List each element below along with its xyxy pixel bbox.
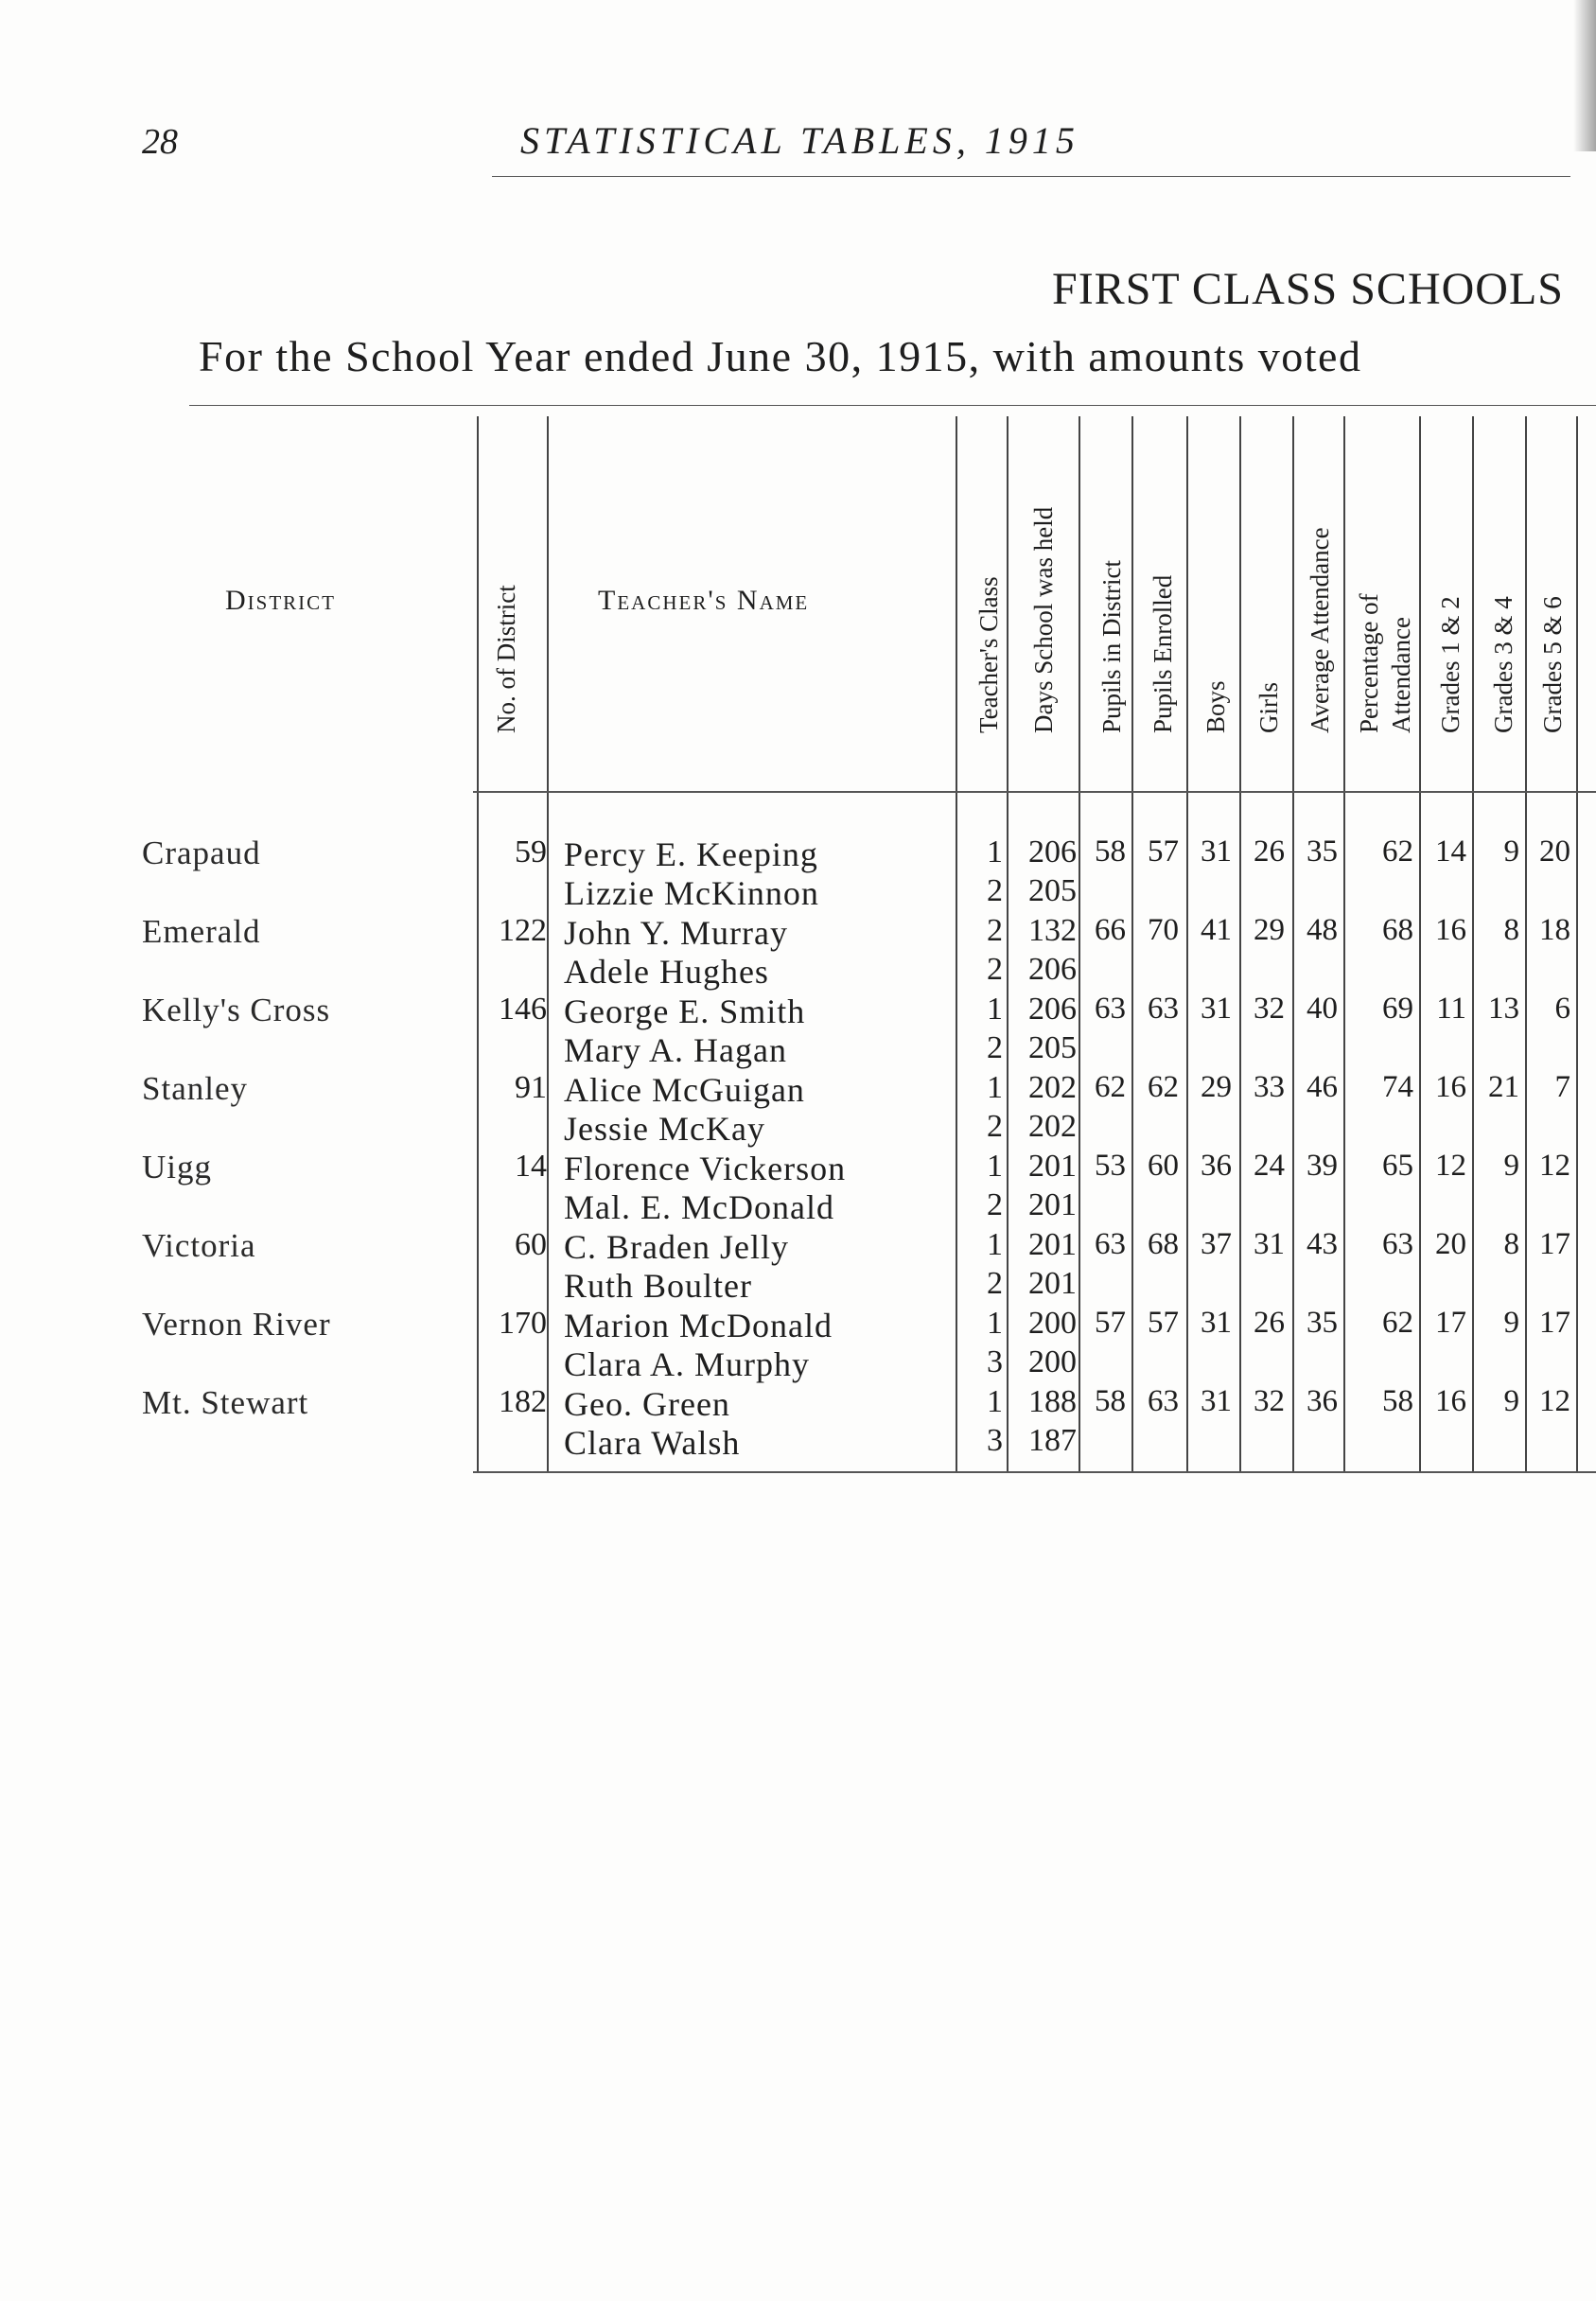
header-bottom-rule — [473, 791, 1596, 793]
teacher-name: George E. Smith — [564, 992, 806, 1030]
pupils-in-district-cell: 58 — [1095, 1384, 1126, 1418]
header-pct-attendance-2: Attendance — [1387, 617, 1415, 733]
header-no-of-district: No. of District — [492, 585, 520, 733]
header-girls: Girls — [1254, 682, 1283, 733]
column-rule — [1186, 416, 1188, 1471]
girls-cell: 29 — [1254, 913, 1285, 947]
days-held: 188 — [1028, 1384, 1077, 1419]
boys-cell: 37 — [1201, 1227, 1232, 1261]
district-name: Uigg — [142, 1149, 212, 1186]
grades-5-6-cell: 20 — [1539, 834, 1570, 869]
teacher-name: Clara A. Murphy — [564, 1345, 810, 1383]
teacher-class: 2 — [987, 1109, 1003, 1144]
grades-5-6-cell: 17 — [1539, 1306, 1570, 1340]
days-held: 201 — [1028, 1266, 1077, 1301]
grades-3-4-cell: 9 — [1503, 1149, 1519, 1183]
column-rule — [1292, 416, 1294, 1471]
header-district: District — [225, 585, 336, 616]
teacher-name: Adele Hughes — [564, 953, 769, 991]
teacher-class: 1 — [987, 1384, 1003, 1419]
header-grades-5-6: Grades 5 & 6 — [1538, 596, 1567, 733]
days-held: 201 — [1028, 1149, 1077, 1184]
grades-1-2-cell: 14 — [1435, 834, 1466, 869]
district-name: Mt. Stewart — [142, 1384, 309, 1421]
title-rule — [189, 405, 1596, 406]
grades-1-2-cell: 16 — [1435, 913, 1466, 947]
grades-1-2-cell: 20 — [1435, 1227, 1466, 1261]
days-held: 202 — [1028, 1070, 1077, 1105]
pupils-enrolled-cell: 68 — [1148, 1227, 1179, 1261]
header-grades-1-2: Grades 1 & 2 — [1436, 596, 1464, 733]
district-name: Vernon River — [142, 1306, 331, 1343]
teacher-class: 2 — [987, 1187, 1003, 1222]
days-held: 200 — [1028, 1306, 1077, 1341]
subtitle: For the School Year ended June 30, 1915, with amounts voted — [199, 332, 1362, 380]
teacher-name: Marion McDonald — [564, 1307, 833, 1344]
avg-attendance-cell: 46 — [1307, 1070, 1338, 1104]
days-held: 206 — [1028, 992, 1077, 1027]
district-name: Kelly's Cross — [142, 992, 331, 1028]
teacher-name: Mary A. Hagan — [564, 1031, 787, 1069]
days-held: 205 — [1028, 1030, 1077, 1065]
teacher-class: 1 — [987, 992, 1003, 1027]
district-number: 122 — [499, 913, 547, 948]
boys-cell: 31 — [1201, 834, 1232, 869]
pupils-enrolled-cell: 70 — [1148, 913, 1179, 947]
column-rule — [1343, 416, 1345, 1471]
district-number: 14 — [515, 1149, 547, 1184]
teacher-name: John Y. Murray — [564, 914, 788, 952]
grades-3-4-cell: 9 — [1503, 1306, 1519, 1340]
grades-3-4-cell: 21 — [1488, 1070, 1519, 1104]
running-title: STATISTICAL TABLES, 1915 — [520, 119, 1079, 162]
grades-3-4-cell: 13 — [1488, 992, 1519, 1026]
grades-1-2-cell: 11 — [1436, 992, 1466, 1026]
pupils-enrolled-cell: 62 — [1148, 1070, 1179, 1104]
girls-cell: 32 — [1254, 992, 1285, 1026]
teacher-class: 1 — [987, 1070, 1003, 1105]
girls-cell: 26 — [1254, 1306, 1285, 1340]
boys-cell: 29 — [1201, 1070, 1232, 1104]
avg-attendance-cell: 39 — [1307, 1149, 1338, 1183]
avg-attendance-cell: 36 — [1307, 1384, 1338, 1418]
grades-3-4-cell: 8 — [1503, 913, 1519, 947]
column-rule — [477, 416, 479, 1471]
teacher-name: Alice McGuigan — [564, 1071, 805, 1109]
pct-attendance-cell: 63 — [1382, 1227, 1413, 1261]
grades-1-2-cell: 16 — [1435, 1384, 1466, 1418]
avg-attendance-cell: 43 — [1307, 1227, 1338, 1261]
grades-1-2-cell: 16 — [1435, 1070, 1466, 1104]
header-boys: Boys — [1201, 680, 1230, 733]
district-number: 170 — [499, 1306, 547, 1341]
column-rule — [1079, 416, 1080, 1471]
grades-5-6-cell: 12 — [1539, 1384, 1570, 1418]
days-held: 206 — [1028, 952, 1077, 987]
pupils-enrolled-cell: 57 — [1148, 834, 1179, 869]
days-held: 132 — [1028, 913, 1077, 948]
boys-cell: 31 — [1201, 992, 1232, 1026]
avg-attendance-cell: 35 — [1307, 834, 1338, 869]
boys-cell: 31 — [1201, 1384, 1232, 1418]
teacher-class: 2 — [987, 873, 1003, 908]
teacher-class: 2 — [987, 1266, 1003, 1301]
grades-5-6-cell: 12 — [1539, 1149, 1570, 1183]
pupils-enrolled-cell: 63 — [1148, 1384, 1179, 1418]
girls-cell: 31 — [1254, 1227, 1285, 1261]
header-pct-attendance-1: Percentage of — [1355, 593, 1383, 733]
district-name: Emerald — [142, 913, 261, 950]
page-number: 28 — [142, 122, 178, 162]
teacher-name: Percy E. Keeping — [564, 835, 818, 873]
district-number: 146 — [499, 992, 547, 1027]
pct-attendance-cell: 68 — [1382, 913, 1413, 947]
column-rule — [1419, 416, 1421, 1471]
pct-attendance-cell: 74 — [1382, 1070, 1413, 1104]
days-held: 201 — [1028, 1227, 1077, 1262]
column-rule — [1472, 416, 1474, 1471]
header-avg-attendance: Average Attendance — [1306, 527, 1334, 733]
pupils-in-district-cell: 53 — [1095, 1149, 1126, 1183]
header-teachers-class: Teacher's Class — [974, 576, 1003, 733]
teacher-name: Mal. E. McDonald — [564, 1188, 834, 1226]
teacher-class: 2 — [987, 913, 1003, 948]
column-rule — [1007, 416, 1008, 1471]
grades-3-4-cell: 9 — [1503, 834, 1519, 869]
grades-5-6-cell: 7 — [1554, 1070, 1570, 1104]
days-held: 187 — [1028, 1423, 1077, 1458]
district-name: Victoria — [142, 1227, 256, 1264]
girls-cell: 33 — [1254, 1070, 1285, 1104]
pct-attendance-cell: 69 — [1382, 992, 1413, 1026]
header-days-held: Days School was held — [1029, 506, 1058, 733]
teacher-name: Clara Walsh — [564, 1424, 741, 1462]
pupils-in-district-cell: 63 — [1095, 1227, 1126, 1261]
days-held: 201 — [1028, 1187, 1077, 1222]
teacher-class: 1 — [987, 1227, 1003, 1262]
header-pupils-in-district: Pupils in District — [1097, 559, 1126, 733]
header-teacher-name: Teacher's Name — [598, 585, 810, 616]
girls-cell: 24 — [1254, 1149, 1285, 1183]
teacher-name: C. Braden Jelly — [564, 1228, 789, 1266]
column-rule — [1131, 416, 1133, 1471]
pupils-in-district-cell: 58 — [1095, 834, 1126, 869]
teacher-name: Geo. Green — [564, 1385, 730, 1423]
grades-1-2-cell: 17 — [1435, 1306, 1466, 1340]
teacher-class: 1 — [987, 834, 1003, 869]
pct-attendance-cell: 65 — [1382, 1149, 1413, 1183]
girls-cell: 26 — [1254, 834, 1285, 869]
teacher-class: 2 — [987, 952, 1003, 987]
pupils-in-district-cell: 62 — [1095, 1070, 1126, 1104]
avg-attendance-cell: 40 — [1307, 992, 1338, 1026]
header-pupils-enrolled: Pupils Enrolled — [1149, 574, 1177, 733]
teacher-name: Ruth Boulter — [564, 1267, 752, 1305]
grades-5-6-cell: 18 — [1539, 913, 1570, 947]
teacher-name: Jessie McKay — [564, 1110, 765, 1148]
teacher-class: 3 — [987, 1344, 1003, 1379]
grades-1-2-cell: 12 — [1435, 1149, 1466, 1183]
district-number: 182 — [499, 1384, 547, 1419]
pct-attendance-cell: 58 — [1382, 1384, 1413, 1418]
teacher-name: Florence Vickerson — [564, 1150, 847, 1187]
teacher-class: 1 — [987, 1306, 1003, 1341]
avg-attendance-cell: 35 — [1307, 1306, 1338, 1340]
district-number: 60 — [515, 1227, 547, 1262]
pupils-enrolled-cell: 60 — [1148, 1149, 1179, 1183]
grades-3-4-cell: 9 — [1503, 1384, 1519, 1418]
district-name: Stanley — [142, 1070, 248, 1107]
column-rule — [1239, 416, 1241, 1471]
pupils-in-district-cell: 66 — [1095, 913, 1126, 947]
days-held: 202 — [1028, 1109, 1077, 1144]
district-name: Crapaud — [142, 834, 261, 871]
district-number: 91 — [515, 1070, 547, 1105]
pupils-enrolled-cell: 57 — [1148, 1306, 1179, 1340]
table-bottom-rule — [473, 1471, 1596, 1473]
days-held: 206 — [1028, 834, 1077, 869]
header-rule — [492, 176, 1570, 177]
days-held: 200 — [1028, 1344, 1077, 1379]
pct-attendance-cell: 62 — [1382, 834, 1413, 869]
boys-cell: 41 — [1201, 913, 1232, 947]
pupils-enrolled-cell: 63 — [1148, 992, 1179, 1026]
grades-5-6-cell: 6 — [1554, 992, 1570, 1026]
boys-cell: 31 — [1201, 1306, 1232, 1340]
pupils-in-district-cell: 57 — [1095, 1306, 1126, 1340]
teacher-class: 3 — [987, 1423, 1003, 1458]
teacher-name: Lizzie McKinnon — [564, 874, 819, 912]
boys-cell: 36 — [1201, 1149, 1232, 1183]
grades-3-4-cell: 8 — [1503, 1227, 1519, 1261]
column-rule — [1525, 416, 1527, 1471]
column-rule — [956, 416, 957, 1471]
header-grades-3-4: Grades 3 & 4 — [1489, 596, 1517, 733]
page-edge-shadow — [1573, 0, 1596, 151]
girls-cell: 32 — [1254, 1384, 1285, 1418]
grades-5-6-cell: 17 — [1539, 1227, 1570, 1261]
teacher-class: 1 — [987, 1149, 1003, 1184]
pct-attendance-cell: 62 — [1382, 1306, 1413, 1340]
district-number: 59 — [515, 834, 547, 869]
pupils-in-district-cell: 63 — [1095, 992, 1126, 1026]
teacher-class: 2 — [987, 1030, 1003, 1065]
days-held: 205 — [1028, 873, 1077, 908]
column-rule — [547, 416, 549, 1471]
column-rule — [1576, 416, 1578, 1471]
avg-attendance-cell: 48 — [1307, 913, 1338, 947]
main-title: FIRST CLASS SCHOOLS — [1052, 264, 1564, 314]
